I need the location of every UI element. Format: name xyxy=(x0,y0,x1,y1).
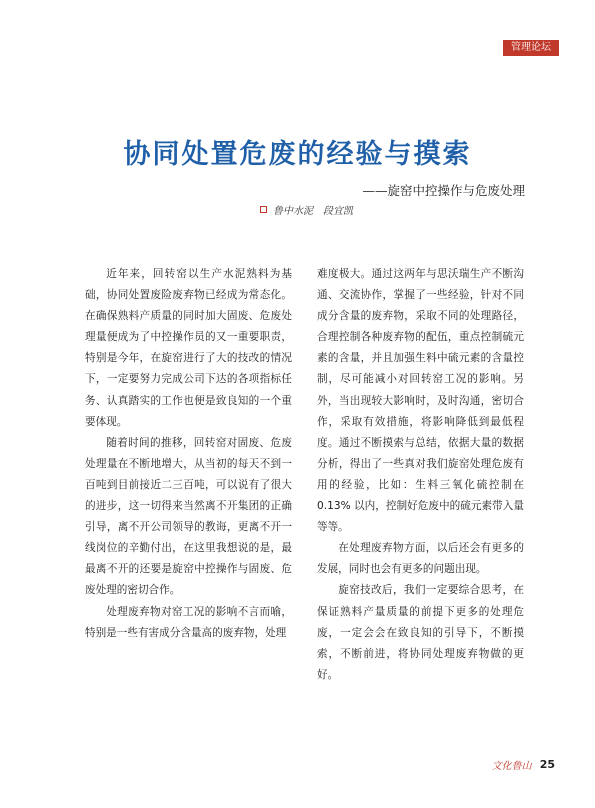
article-subtitle: ——旋窑中控操作与危废处理 xyxy=(362,183,525,198)
paragraph: 处理废弃物对窑工况的影响不言而喻，特别是一些有害成分含量高的废弃物，处理 xyxy=(85,605,292,639)
square-bullet-icon xyxy=(260,206,267,213)
section-tag: 管理论坛 xyxy=(503,40,559,56)
body-column-left xyxy=(85,264,292,644)
byline xyxy=(260,202,353,217)
author-unit: 鲁中水泥 xyxy=(273,206,313,217)
body-column-right xyxy=(317,264,524,686)
magazine-logo: 文化鲁山 xyxy=(491,761,532,772)
page-number: 25 xyxy=(539,758,555,771)
article-title: 协同处置危废的经验与摸索 xyxy=(123,139,472,170)
paragraph: 在处理废弃物方面，以后还会有更多的发展，同时也会有更多的问题出现。 xyxy=(317,542,524,576)
paragraph: 难度极大。通过这两年与思沃瑞生产不断沟通、交流协作，掌握了一些经验，针对不同成分含量的废弃物，采取不同的处理路径，合理控制各种废弃物的配伍，重点控制硫元素的含量，并且加强生料中硫元素的含量控制，尽可能减小对回转窑工况的影响。另外，当出现较大影响时，及时沟通，密切合作，采取有效措施，将影响降低到最低程度。通过不断摸索与总结，依据大量的数据分析，得出了一些真对我们旋窑处理危废有用的经验，比如：生料三氧化硫控制在 0.13% 以内，控制好危废中的硫元素带入量等等。 xyxy=(317,268,524,534)
paragraph: 旋窑技改后，我们一定要综合思考，在保证熟料产量质量的前提下更多的处理危废，一定会会在致良知的引导下，不断摸索，不断前进，将协同处理废弃物做的更好。 xyxy=(317,584,524,681)
paragraph: 随着时间的推移，回转窑对固废、危废处理量在不断地增大，从当初的每天不到一百吨到目前接近二三百吨，可以说有了很大的进步，这一切得来当然离不开集团的正确引导，离不开公司领导的教诲，更离不开一线岗位的辛勤付出，在这里我想说的是，最最离不开的还要是旋窑中控操作与固废、危废处理的密切合作。 xyxy=(85,436,292,597)
author-name: 段宜凯 xyxy=(323,206,353,217)
page-footer xyxy=(492,757,555,772)
paragraph: 近年来，回转窑以生产水泥熟料为基础，协同处置废险废弃物已经成为常态化。在确保熟料产质量的同时加大固废、危废处理量便成为了中控操作员的又一重要职责，特别是今年，在旋窑进行了大的技改的情况下，一定要努力完成公司下达的各项指标任务、认真踏实的工作也便是致良知的一个重要体现。 xyxy=(85,268,292,428)
